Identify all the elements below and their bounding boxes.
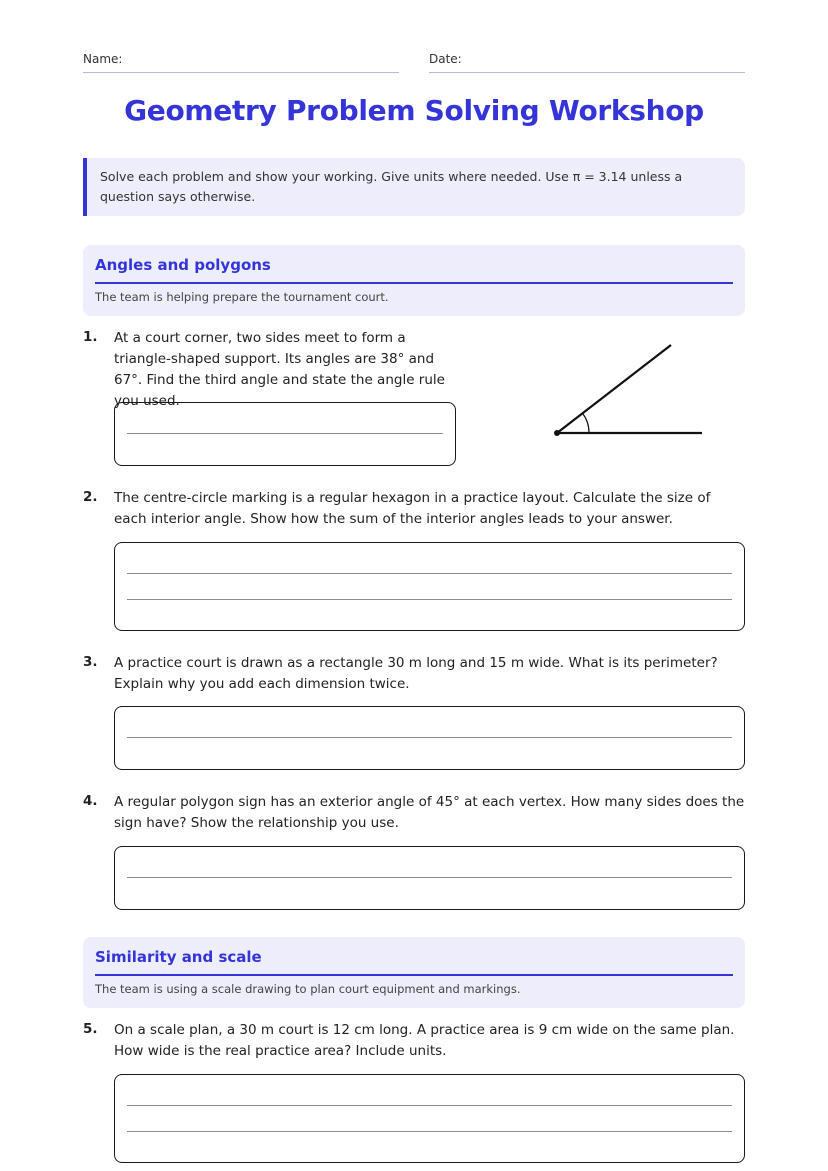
answer-line <box>127 737 732 738</box>
question-number: 4. <box>83 793 98 809</box>
section-title: Similarity and scale <box>95 948 262 966</box>
answer-box[interactable] <box>114 542 745 631</box>
question-text: A regular polygon sign has an exterior angle of 45° at each vertex. How many sides does the sign have? Show the relationship you use. <box>114 794 745 831</box>
question-number: 1. <box>83 329 98 345</box>
question-number: 3. <box>83 654 98 670</box>
instructions-box <box>83 158 745 216</box>
answer-line <box>127 1131 732 1132</box>
date-label: Date: <box>429 52 462 66</box>
section-divider <box>95 974 733 976</box>
answer-line <box>127 433 443 434</box>
date-field[interactable] <box>429 52 745 73</box>
answer-line <box>127 599 732 600</box>
instructions-text: Solve each problem and show your working. Give units where needed. Use π = 3.14 unless a question says otherwise. <box>100 169 683 204</box>
question-text: A practice court is drawn as a rectangle 30 m long and 15 m wide. What is its perimeter? Explain why you add each dimension twice. <box>114 655 718 692</box>
question-number: 5. <box>83 1021 98 1037</box>
section-subtitle: The team is using a scale drawing to plan court equipment and markings. <box>95 982 521 996</box>
vertex-point <box>554 430 560 436</box>
question-text: At a court corner, two sides meet to form a triangle-shaped support. Its angles are 38° and 67°. Find the third angle and state the angle rule you used. <box>114 330 445 409</box>
angle-arm-upper <box>557 345 671 433</box>
section-title: Angles and polygons <box>95 256 271 274</box>
answer-box[interactable] <box>114 846 745 910</box>
question-text: On a scale plan, a 30 m court is 12 cm long. A practice area is 9 cm wide on the same plan. How wide is the real practice area? Include units. <box>114 1022 735 1059</box>
answer-box[interactable] <box>114 706 745 770</box>
worksheet-title: Geometry Problem Solving Workshop <box>124 94 704 127</box>
name-label: Name: <box>83 52 123 66</box>
answer-line <box>127 877 732 878</box>
answer-line <box>127 1105 732 1106</box>
question-number: 2. <box>83 489 98 505</box>
section-divider <box>95 282 733 284</box>
section-subtitle: The team is helping prepare the tournament court. <box>95 290 389 304</box>
angle-diagram <box>548 340 708 440</box>
answer-line <box>127 573 732 574</box>
answer-box[interactable] <box>114 1074 745 1163</box>
section-similarity-scale <box>83 937 745 1008</box>
student-info-fields <box>83 52 745 74</box>
name-field[interactable] <box>83 52 399 73</box>
answer-box[interactable] <box>114 402 456 466</box>
angle-arc <box>583 413 590 433</box>
question-text: The centre-circle marking is a regular hexagon in a practice layout. Calculate the size of each interior angle. Show how the sum of the interior angles leads to your answer. <box>114 490 711 527</box>
section-angles-polygons <box>83 245 745 316</box>
